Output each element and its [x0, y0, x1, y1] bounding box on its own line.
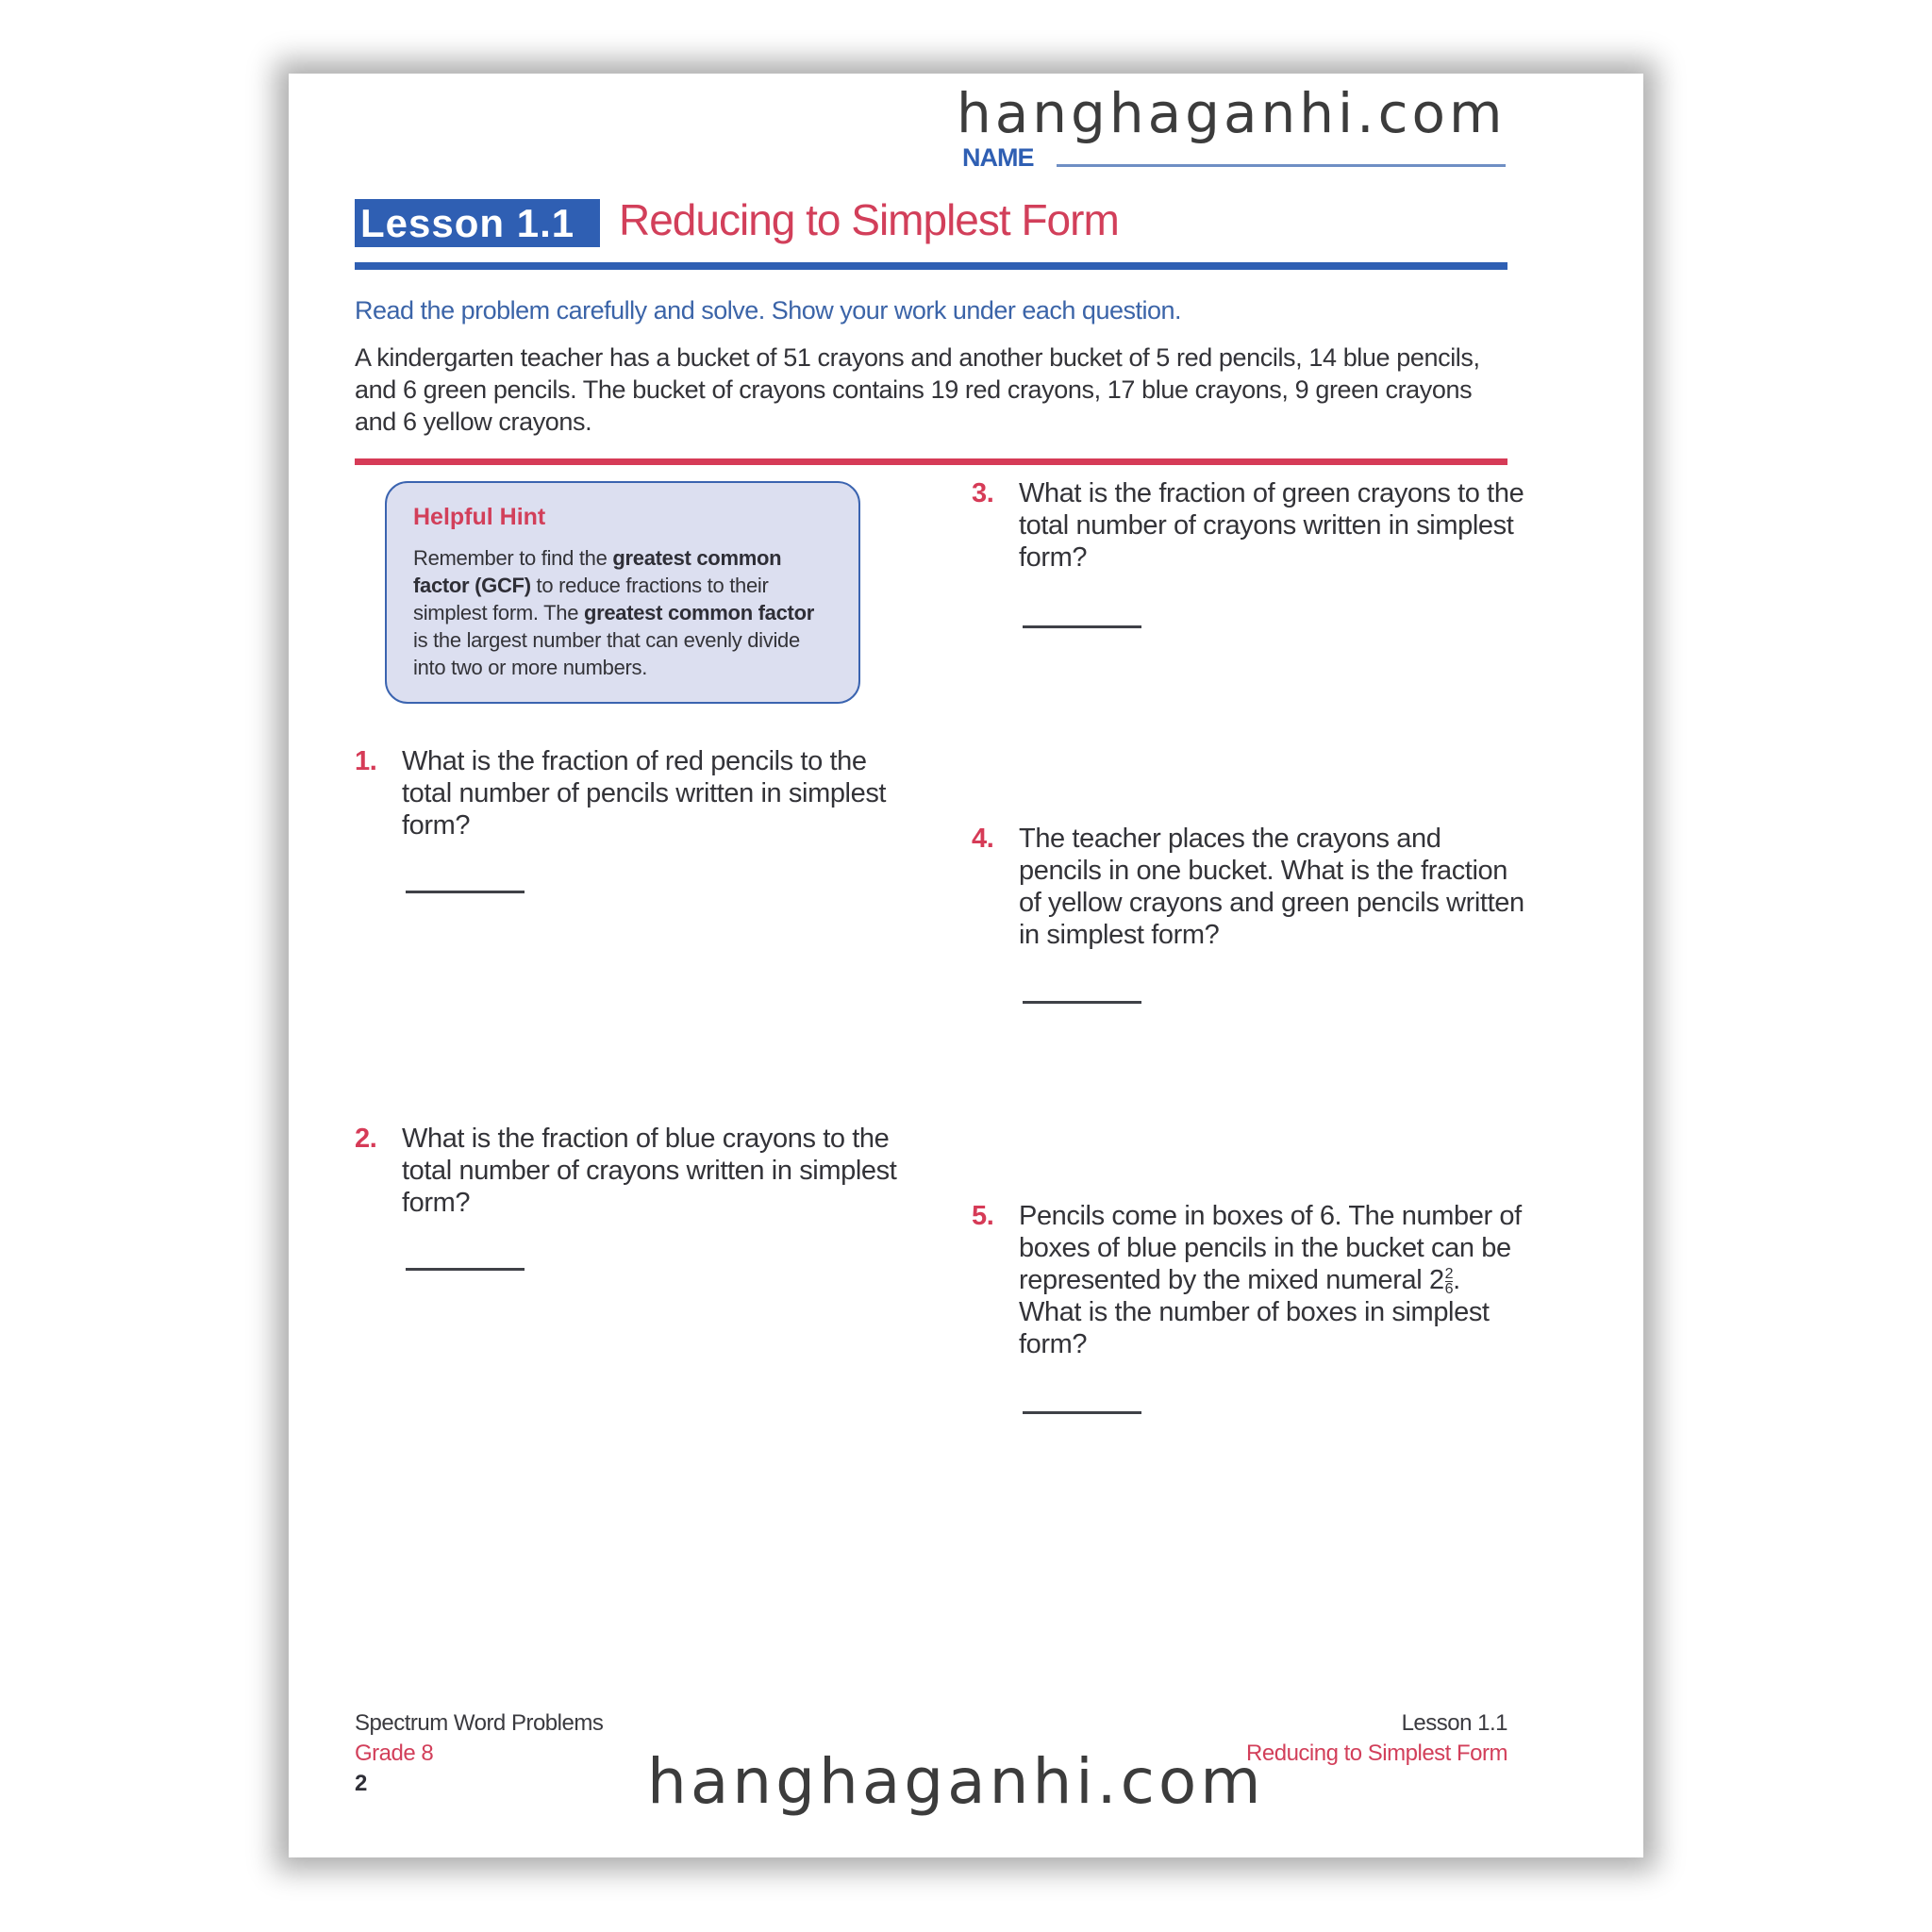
mixed-numeral-fraction: [1445, 1267, 1454, 1296]
hint-text: is the largest number that can evenly divide into two or more numbers.: [413, 628, 800, 679]
question-number: 1.: [355, 746, 377, 776]
footer-right: [1246, 1708, 1507, 1769]
footer-book-title: Spectrum Word Problems: [355, 1710, 604, 1736]
hint-text: Remember to find the: [413, 546, 613, 570]
hint-title: Helpful Hint: [413, 504, 546, 530]
footer-lesson: Lesson 1.1: [1401, 1710, 1507, 1736]
hint-bold-term: greatest common factor (GCF): [413, 546, 782, 597]
page-number: 2: [355, 1771, 367, 1796]
footer-left: [355, 1708, 603, 1799]
hint-bold-term: greatest common factor: [583, 601, 814, 625]
name-field-line: [1057, 164, 1506, 167]
answer-line-5[interactable]: [1023, 1411, 1141, 1414]
answer-line-4[interactable]: [1023, 1001, 1141, 1004]
header-divider: [355, 262, 1507, 270]
footer-lesson-title: Reducing to Simplest Form: [1246, 1740, 1507, 1766]
question-number: 3.: [972, 478, 994, 508]
answer-line-3[interactable]: [1023, 625, 1141, 628]
hint-body: [413, 544, 832, 681]
question-number: 5.: [972, 1201, 994, 1231]
worksheet-page: [289, 74, 1643, 1857]
fraction-denominator: 6: [1444, 1280, 1454, 1297]
answer-line-1[interactable]: [406, 891, 525, 893]
question-text: What is the fraction of green crayons to the total number of crayons written in simplest form?: [1019, 478, 1524, 573]
mixed-numeral-whole: 2: [1428, 1265, 1444, 1295]
hint-text: to reduce fractions to their simplest form. The: [413, 574, 769, 625]
question-number: 2.: [355, 1124, 377, 1154]
question-number: 4.: [972, 824, 994, 854]
watermark-top: hanghaganhi.com: [957, 81, 1507, 145]
instructions: Read the problem carefully and solve. Show your work under each question.: [355, 296, 1182, 325]
fraction-numerator: 2: [1444, 1265, 1454, 1282]
answer-line-2[interactable]: [406, 1268, 525, 1271]
question-text: What is the fraction of blue crayons to the total number of crayons written in simplest form?: [402, 1124, 897, 1218]
lesson-title: Reducing to Simplest Form: [619, 195, 1119, 244]
question-text-part: Pencils come in boxes of 6. The number of boxes of blue pencils in the bucket can be represented by the mixed numeral: [1019, 1201, 1522, 1295]
helpful-hint-box: [385, 481, 860, 704]
question-text: What is the fraction of red pencils to the total number of pencils written in simplest form?: [402, 746, 887, 841]
footer-grade: Grade 8: [355, 1740, 434, 1766]
lesson-badge: Lesson 1.1: [355, 199, 600, 247]
problem-divider: [355, 458, 1507, 465]
question-text: [1019, 1200, 1528, 1360]
name-label: NAME: [962, 143, 1034, 172]
problem-statement: A kindergarten teacher has a bucket of 51 crayons and another bucket of 5 red pencils, 14 blue pencils, and 6 green pencils. The bucket of crayons contains 19 red crayons, 17 blue crayons, 9 green crayons and 6 yellow crayons.: [355, 343, 1480, 436]
question-text-part: . What is the number of boxes in simplest form?: [1019, 1265, 1490, 1359]
question-text: The teacher places the crayons and pencils in one bucket. What is the fraction of yellow crayons and green pencils written in simplest form?: [1019, 824, 1524, 950]
watermark-bottom: hanghaganhi.com: [647, 1745, 1265, 1818]
